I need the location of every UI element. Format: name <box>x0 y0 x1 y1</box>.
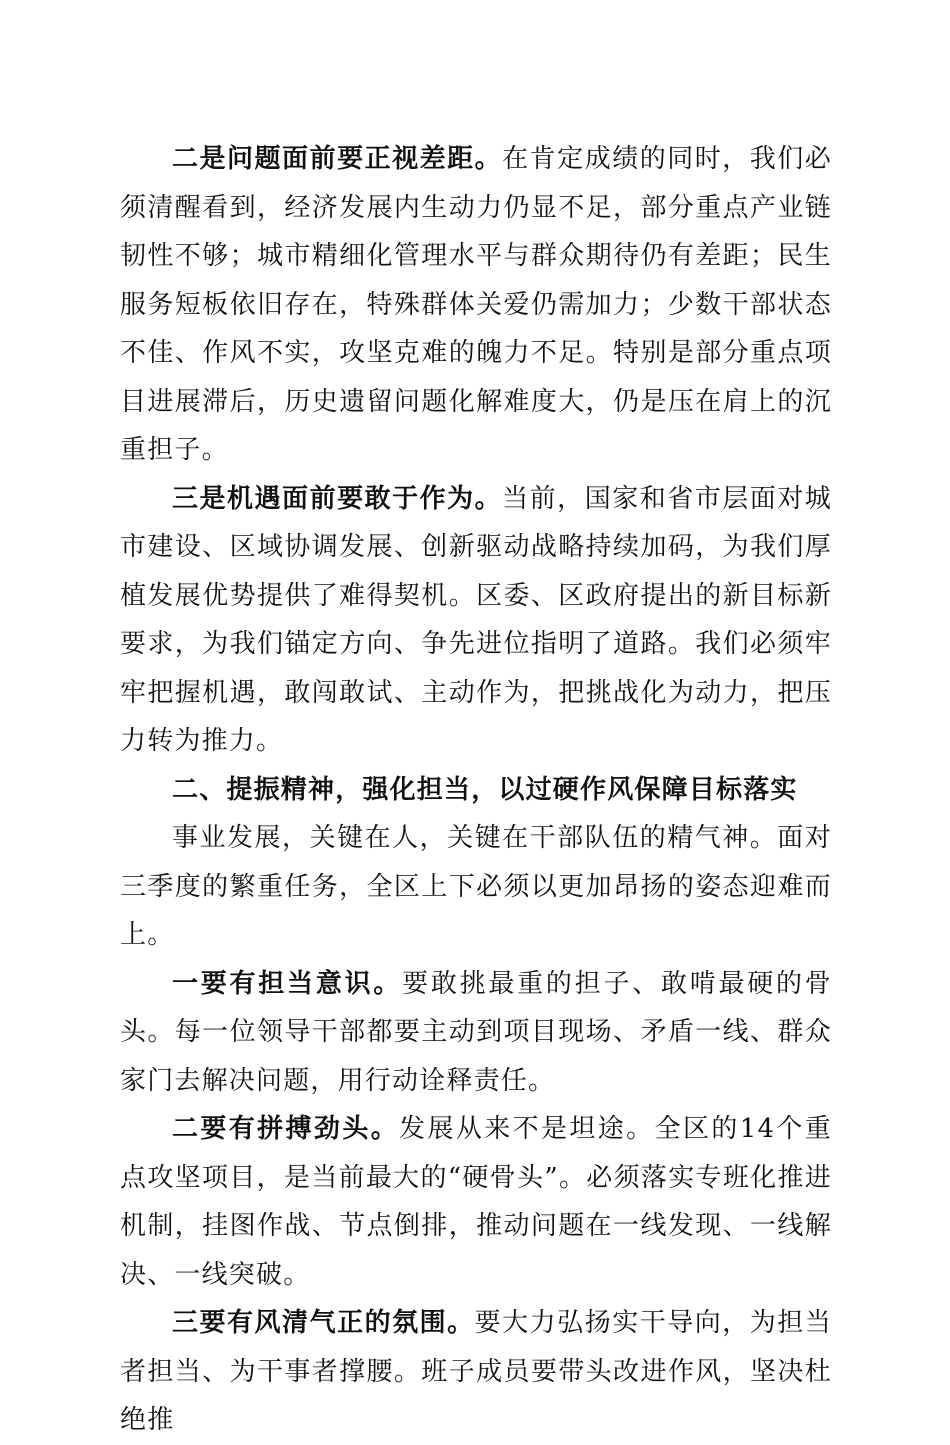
document-body <box>120 135 832 1445</box>
paragraph-intro: 事业发展，关键在人，关键在干部队伍的精气神。面对三季度的繁重任务，全区上下必须以更加昂扬的姿态迎难而上。 <box>120 823 832 950</box>
point-text: 要大力弘扬实干导向，为担当者担当、为干事者撑腰。班子成员要带头改进作风，坚决杜绝推 <box>120 1308 832 1435</box>
point-lead: 一要有担当意识。 <box>172 968 403 999</box>
paragraph-lead: 二是问题面前要正视差距。 <box>172 144 503 174</box>
paragraph-opportunities <box>120 475 832 766</box>
point-responsibility <box>120 960 832 1106</box>
paragraph-lead: 三是机遇面前要敢于作为。 <box>172 483 503 514</box>
point-lead: 二要有拼搏劲头。 <box>172 1114 400 1144</box>
paragraph-text: 当前，国家和省市层面对城市建设、区域协调发展、创新驱动战略持续加码，为我们厚植发展优势提供了难得契机。区委、区政府提出的新目标新要求，为我们锚定方向、争先进位指明了道路。我们必须牢牢把握机遇，敢闯敢试、主动作为，把挑战化为动力，把压力转为推力。 <box>120 483 832 756</box>
point-lead: 三要有风清气正的氛围。 <box>172 1308 475 1338</box>
paragraph-text: 在肯定成绩的同时，我们必须清醒看到，经济发展内生动力仍显不足，部分重点产业链韧性不够；城市精细化管理水平与群众期待仍有差距；民生服务短板依旧存在，特殊群体关爱仍需加力；少数干部状态不佳、作风不实，攻坚克难的魄力不足。特别是部分重点项目进展滞后，历史遗留问题化解难度大，仍是压在肩上的沉重担子。 <box>120 144 832 465</box>
point-striving <box>120 1105 832 1299</box>
point-text: 发展从来不是坦途。全区的14个重点攻坚项目，是当前最大的“硬骨头”。必须落实专班化推进机制，挂图作战、节点倒排，推动问题在一线发现、一线解决、一线突破。 <box>120 1114 832 1290</box>
point-text: 要敢挑最重的担子、敢啃最硬的骨头。每一位领导干部都要主动到项目现场、矛盾一线、群众家门去解决问题，用行动诠释责任。 <box>120 968 832 1096</box>
section-heading: 二、提振精神，强化担当，以过硬作风保障目标落实 <box>172 774 798 805</box>
paragraph-problems <box>120 135 832 475</box>
point-atmosphere <box>120 1299 832 1445</box>
